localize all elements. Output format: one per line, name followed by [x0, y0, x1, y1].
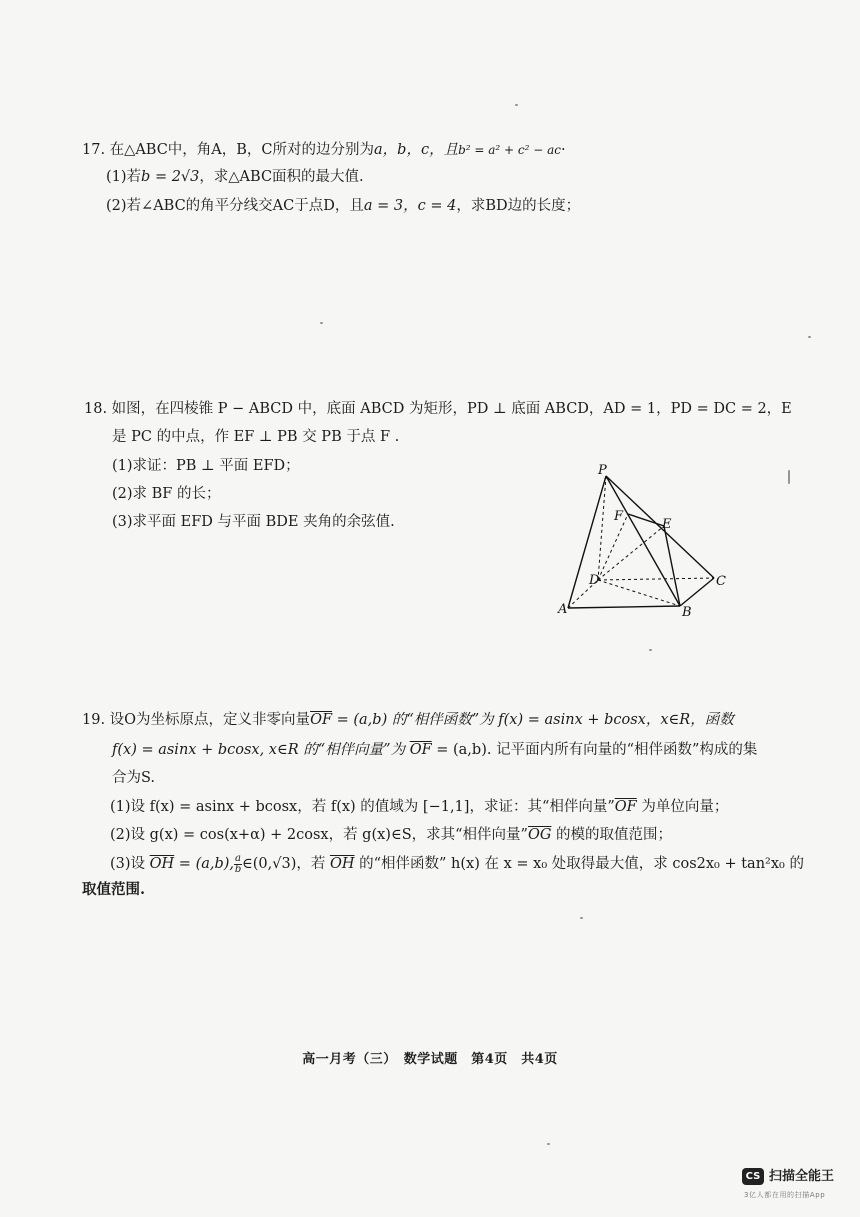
q19-part3-fraction	[234, 854, 242, 875]
q17-stem-text: 17. 在△ABC中，角A，B，C所对的边分别为	[82, 142, 375, 158]
label-D: D	[589, 573, 600, 588]
q19-stem-line1	[82, 710, 734, 730]
scan-speck	[788, 470, 790, 484]
edge-AB	[568, 606, 680, 608]
q17-part2	[106, 196, 580, 216]
q19-part2	[110, 825, 672, 845]
label-A: A	[558, 602, 568, 617]
scan-speck	[515, 104, 518, 106]
edge-DE	[598, 526, 664, 580]
label-F: F	[614, 509, 624, 524]
q19-stem-line2	[112, 740, 757, 760]
q19-part3-vector2: $\overline{OH}$	[329, 856, 355, 872]
q18-stem-line1: 18. 如图，在四棱锥 P − ABCD 中，底面 ABCD 为矩形，PD ⊥ 底面 ABCD，AD = 1，PD = DC = 2，E	[84, 401, 792, 417]
edge-DC	[598, 578, 714, 580]
camscanner-logo-icon: CS	[742, 1168, 764, 1185]
q17-part2-text: ，求BD边的长度；	[456, 198, 581, 214]
q17-stem	[82, 140, 566, 160]
q17-stem-equation: b² = a² + c² − ac	[458, 143, 562, 157]
q19-stem-line3: 合为S.	[112, 770, 156, 786]
q17-stem-end: ·	[561, 142, 566, 158]
fraction-denominator: b	[234, 863, 242, 875]
label-P: P	[598, 463, 607, 478]
q19-part2-vector: $\overline{OG}$	[527, 827, 552, 843]
q19-part1-rest: 为单位向量；	[636, 799, 729, 815]
q19-part1	[110, 797, 728, 817]
page-footer: 高一月考（三） 数学试题 第4页 共4页	[302, 1052, 558, 1067]
q17-part2-label: (2)若∠ABC的角平分线交AC于点D，且	[106, 198, 364, 214]
q19-line2-rest: = (a,b). 记平面内所有向量的“相伴函数”构成的集	[431, 742, 758, 758]
label-E: E	[662, 517, 672, 532]
q19-part1-text: (1)设 f(x) = asinx + bcosx，若 f(x) 的值域为 [−1,1]，求证：其“相伴向量”	[110, 799, 615, 815]
watermark-tagline: 3亿人都在用的扫描App	[744, 1191, 826, 1199]
q17-part1-equation: b = 2√3	[141, 169, 200, 185]
scan-speck	[808, 336, 811, 338]
q19-line1-rest: = (a,b) 的“相伴函数”为 f(x) = asinx + bcosx，x∈R，函数	[332, 712, 734, 728]
edge-PC	[606, 476, 714, 578]
scan-speck	[320, 322, 323, 324]
scan-speck	[649, 649, 652, 651]
q18-part3: (3)求平面 EFD 与平面 BDE 夹角的余弦值.	[112, 514, 395, 530]
q17-part1-text: ，求△ABC面积的最大值.	[199, 169, 364, 185]
scan-speck	[580, 917, 583, 919]
edge-BC	[680, 578, 714, 606]
label-C: C	[716, 574, 726, 589]
watermark-app-name: 扫描全能王	[769, 1169, 835, 1184]
q17-part1-label: (1)若	[106, 169, 142, 185]
scanner-watermark	[742, 1168, 852, 1208]
scan-speck	[547, 1143, 550, 1145]
q19-line1-vector: $\overline{OF}$	[310, 712, 333, 728]
q19-line2-vector: $\overline{OF}$	[409, 742, 432, 758]
q19-part2-text: (2)设 g(x) = cos(x+α) + 2cosx，若 g(x)∈S，求其“相伴向量”	[110, 827, 528, 843]
q19-line2-text: f(x) = asinx + bcosx, x∈R 的“相伴向量”为	[112, 742, 410, 758]
q17-stem-vars: a，b，c，且	[374, 142, 459, 158]
edge-PA	[568, 476, 606, 608]
q19-part3-coords: = (a,b),	[174, 856, 235, 872]
fraction-numerator: a	[235, 852, 241, 864]
pyramid-figure	[556, 460, 736, 620]
q18-part2: (2)求 BF 的长；	[112, 486, 221, 502]
q19-part3-interval: ∈(0,√3)，若	[242, 856, 330, 872]
q19-part3-end: 取值范围.	[82, 881, 146, 898]
q18-part1: (1)求证：PB ⊥ 平面 EFD；	[112, 458, 300, 474]
q19-part1-vector: $\overline{OF}$	[614, 799, 637, 815]
q19-part3-rest: 的“相伴函数” h(x) 在 x = x₀ 处取得最大值，求 cos2x₀ + tan²x₀ 的	[354, 856, 804, 872]
q19-line1-text: 19. 设O为坐标原点，定义非零向量	[82, 712, 311, 728]
q17-part2-equation: a = 3，c = 4	[363, 198, 457, 214]
q19-part3	[110, 851, 804, 877]
q19-part3-label: (3)设	[110, 856, 150, 872]
q18-stem-line2: 是 PC 的中点，作 EF ⊥ PB 交 PB 于点 F .	[112, 429, 400, 445]
label-B: B	[682, 605, 692, 620]
q19-part2-rest: 的模的取值范围；	[551, 827, 673, 843]
q17-part1	[106, 167, 364, 187]
q19-part3-vector: $\overline{OH}$	[149, 856, 175, 872]
